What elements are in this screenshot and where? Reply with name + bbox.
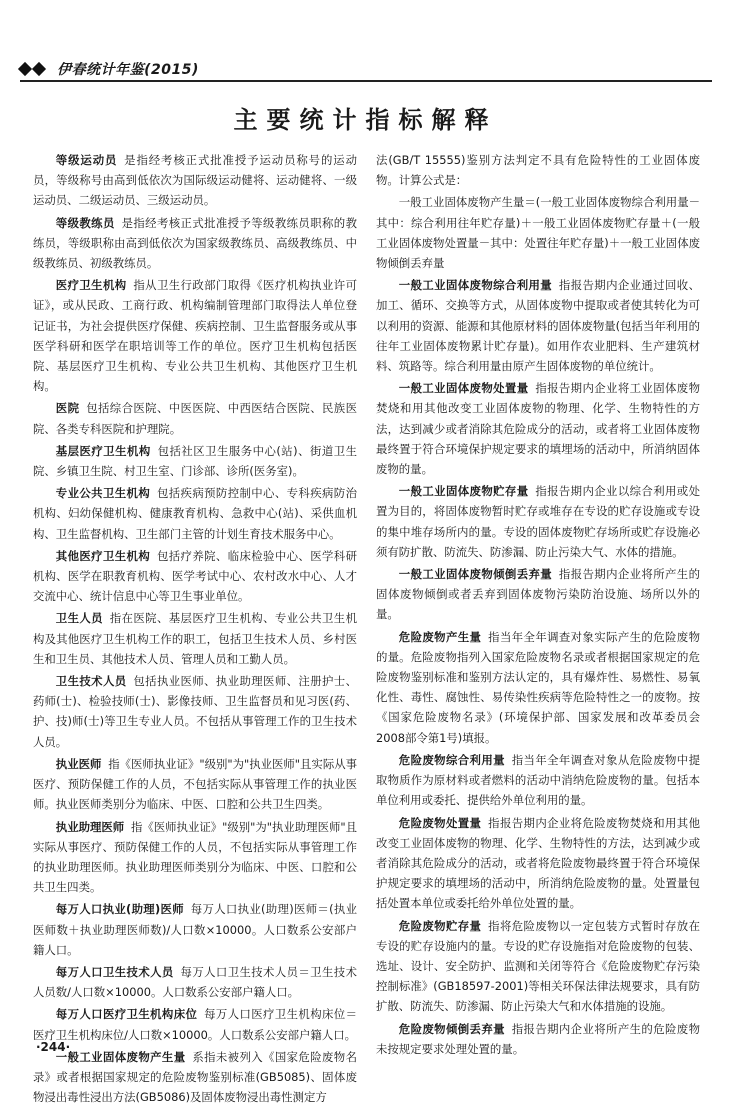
definition-text: 指《医师执业证》"级别"为"执业助理医师"且实际从事医疗、预防保健工作的人员，不包括实际从事管理工作的执业助理医师。执业助理医师类别分为临床、中医、口腔和公共卫生四类。 — [33, 819, 357, 895]
definition-paragraph — [33, 150, 357, 211]
definition-paragraph — [33, 671, 357, 752]
definition-text: 指从卫生行政部门取得《医疗机构执业许可证》，或从民政、工商行政、机构编制管理部门取得法人单位登记证书，为社会提供医疗保健、疾病控制、卫生监督服务或从事医学科研和医学在职培训等工作的单位。医疗卫生机构包括医院、基层医疗卫生机构、专业公共卫生机构、其他医疗卫生机构。 — [33, 278, 357, 394]
running-header — [20, 58, 712, 82]
definition-paragraph — [33, 754, 357, 815]
definition-text: 包括疾病预防控制中心、专科疾病防治机构、妇幼保健机构、健康教育机构、急救中心(站)、采供血机构、卫生监督机构、卫生部门主管的计划生育技术服务中心。 — [33, 486, 357, 541]
definition-paragraph — [376, 275, 700, 376]
definition-text: 每万人口医疗卫生机构床位＝医疗卫生机构床位/人口数×10000。人口数系公安部户籍人口。 — [33, 1007, 357, 1042]
definition-term: 执业医师 — [55, 756, 102, 771]
definition-paragraph — [33, 962, 357, 1002]
definition-term: 一般工业固体废物产生量 — [55, 1049, 186, 1064]
definition-term: 执业助理医师 — [55, 819, 125, 834]
definition-term: 一般工业固体废物贮存量 — [398, 484, 529, 499]
definition-text: 是指经考核正式批准授予等级教练员职称的教练员，等级职称由高到低依次为国家级教练员、高级教练员、中级教练员、初级教练员。 — [33, 215, 357, 271]
definition-text: 包括社区卫生服务中心(站)、街道卫生院、乡镇卫生院、村卫生室、门诊部、诊所(医务室)。 — [33, 443, 357, 479]
definition-term: 一般工业固体废物处置量 — [398, 381, 529, 396]
definition-text: 指报告期内企业以综合利用或处置为目的，将固体废物暂时贮存或堆存在专设的贮存设施或专设的集中堆存场所内的量。专设的固体废物贮存场所或贮存设施必须有防扩散、防流失、防渗漏、防止污染大气、水体的措施。 — [376, 484, 700, 559]
definition-paragraph — [376, 481, 700, 562]
definition-term: 等级教练员 — [55, 215, 115, 230]
definition-paragraph — [33, 1004, 357, 1044]
definition-term: 危险废物产生量 — [398, 629, 482, 644]
definition-term: 危险废物倾倒丢弃量 — [398, 1021, 505, 1036]
definition-text: 指报告期内企业将所产生的危险废物未按规定要求处理处置的量。 — [376, 1021, 700, 1056]
definition-text: 包括综合医院、中医医院、中西医结合医院、民族医院、各类专科医院和护理院。 — [33, 401, 357, 436]
definition-text: 每万人口卫生技术人员＝卫生技术人员数/人口数×10000。人口数系公安部户籍人口。 — [33, 964, 357, 1000]
definition-text: 指将危险废物以一定包装方式暂时存放在专设的贮存设施内的量。专设的贮存设施指对危险废物的包装、选址、设计、安全防护、监测和关闭等符合《危险废物贮存污染控制标准》(GB18597-2001)等相关环保法律法规要求，具有防扩散、防流失、防渗漏、防止污染大气和水体措施的设施。 — [376, 918, 700, 1014]
page-title: 主要统计指标解释 — [233, 106, 498, 134]
definition-paragraph — [376, 750, 700, 811]
definition-paragraph — [376, 1019, 700, 1059]
definition-term: 每万人口卫生技术人员 — [55, 964, 174, 979]
definition-paragraph — [33, 546, 357, 607]
definition-term: 卫生技术人员 — [55, 674, 127, 689]
definition-text: 指在医院、基层医疗卫生机构、专业公共卫生机构及其他医疗卫生机构工作的职工，包括卫生技术人员、乡村医生和卫生员、其他技术人员、管理人员和工勤人员。 — [33, 611, 357, 666]
definition-text: 指报告期内企业将所产生的固体废物倾倒或者丢弃到固体废物污染防治设施、场所以外的量。 — [376, 567, 700, 622]
definition-term: 基层医疗卫生机构 — [55, 443, 151, 458]
definition-term: 危险废物处置量 — [398, 815, 482, 830]
definition-text: 指《医师执业证》"级别"为"执业医师"且实际从事医疗、预防保健工作的人员，不包括实际从事管理工作的执业医师。执业医师类别分为临床、中医、口腔和公共卫生四类。 — [33, 756, 357, 812]
definition-term: 每万人口医疗卫生机构床位 — [55, 1007, 198, 1022]
definition-text: 包括疗养院、临床检验中心、医学科研机构、医学在职教育机构、医学考试中心、农村改水中心、人才交流中心、统计信息中心等卫生事业单位。 — [33, 548, 357, 604]
definition-paragraph — [33, 817, 357, 898]
definition-term: 医院 — [55, 401, 80, 416]
definition-paragraph — [376, 564, 700, 625]
definition-paragraph — [33, 441, 357, 481]
definition-text: 系指未被列入《国家危险废物名录》或者根据国家规定的危险废物鉴别标准(GB5085)、固体废物浸出毒性浸出方法(GB5086)及固体废物浸出毒性测定方 — [33, 1049, 357, 1105]
definition-term: 一般工业固体废物倾倒丢弃量 — [398, 567, 553, 582]
definition-term: 危险废物贮存量 — [398, 918, 482, 933]
definition-text: 指当年全年调查对象实际产生的危险废物的量。危险废物指列入国家危险废物名录或者根据国家规定的危险废物鉴别标准和鉴别方法认定的，具有爆炸性、易燃性、易氧化性、毒性、腐蚀性、易传染性疾病等危险特性之一的废物。按《国家危险废物名录》(环境保护部、国家发展和改革委员会2008部令第1号)填报。 — [376, 629, 700, 745]
header-title: 伊春统计年鉴(2015) — [57, 61, 199, 78]
definition-paragraph — [376, 378, 700, 479]
definition-term: 等级运动员 — [55, 153, 118, 167]
definition-paragraph — [33, 899, 357, 960]
definition-paragraph — [376, 916, 700, 1017]
left-column — [33, 150, 357, 1109]
definition-term: 一般工业固体废物综合利用量 — [398, 278, 553, 293]
definition-paragraph — [33, 398, 357, 438]
definition-term: 其他医疗卫生机构 — [55, 548, 151, 563]
definition-paragraph — [33, 608, 357, 669]
diamond-icon — [18, 61, 32, 75]
formula-paragraph: 一般工业固体废物产生量＝(一般工业固体废物综合利用量－其中：综合利用往年贮存量)＋一般工业固体废物贮存量＋(一般工业固体废物处置量－其中：处置往年贮存量)＋一般工业固体废物倾倒丢弃量 — [376, 195, 700, 271]
definition-term: 专业公共卫生机构 — [55, 486, 151, 501]
definition-term: 医疗卫生机构 — [55, 278, 127, 293]
definition-paragraph — [33, 483, 357, 544]
definition-text: 指当年全年调查对象从危险废物中提取物质作为原材料或者燃料的活动中消纳危险废物的量。包括本单位利用或委托、提供给外单位利用的量。 — [376, 752, 700, 808]
definition-text: 指报告期内企业通过回收、加工、循环、交换等方式，从固体废物中提取或者使其转化为可以利用的资源、能源和其他原材料的固体废物量(包括当年利用的往年工业固体废物累计贮存量)。如用作农业肥料、生产建筑材料、筑路等。综合利用量由原产生固体废物的单位统计。 — [376, 278, 700, 374]
header-rule — [20, 80, 712, 82]
definition-paragraph — [33, 213, 357, 274]
definition-paragraph — [376, 813, 700, 914]
definition-text: 指报告期内企业将危险废物焚烧和用其他改变工业固体废物的物理、化学、生物特性的方法，达到减少或者消除其危险成分的活动，或者将危险废物最终置于符合环境保护规定要求的填埋场的活动中，所消纳危险废物的量。处置量包括处置本单位或委托给外单位处置的量。 — [376, 815, 700, 911]
definition-paragraph — [376, 627, 700, 748]
definition-term: 每万人口执业(助理)医师 — [55, 902, 184, 917]
diamond-icon — [32, 61, 46, 75]
definition-text: 包括执业医师、执业助理医师、注册护士、药师(士)、检验技师(士)、影像技师、卫生监督员和见习医(药、护、技)师(士)等卫生专业人员。不包括从事管理工作的卫生技术人员。 — [33, 674, 357, 749]
definition-term: 卫生人员 — [55, 611, 103, 626]
definition-text: 每万人口执业(助理)医师＝(执业医师数＋执业助理医师数)/人口数×10000。人口数系公安部户籍人口。 — [33, 902, 357, 957]
page-number: ·244· — [36, 1040, 71, 1054]
definition-paragraph — [33, 275, 357, 396]
definition-text: 指报告期内企业将工业固体废物焚烧和用其他改变工业固体废物的物理、化学、生物特性的方法，达到减少或者消除其危险成分的活动，或者将工业固体废物最终置于符合环境保护规定要求的填埋场的活动中，所消纳固体废物的量。 — [376, 381, 700, 477]
definition-text: 是指经考核正式批准授予运动员称号的运动员，等级称号由高到低依次为国际级运动健将、运动健将、一级运动员、二级运动员、三级运动员。 — [33, 153, 357, 208]
paragraph-continuation: 法(GB/T 15555)鉴别方法判定不具有危险特性的工业固体废物。计算公式是： — [376, 153, 700, 188]
definition-paragraph — [33, 1047, 357, 1108]
right-column — [376, 150, 700, 1061]
definition-term: 危险废物综合利用量 — [398, 752, 505, 767]
